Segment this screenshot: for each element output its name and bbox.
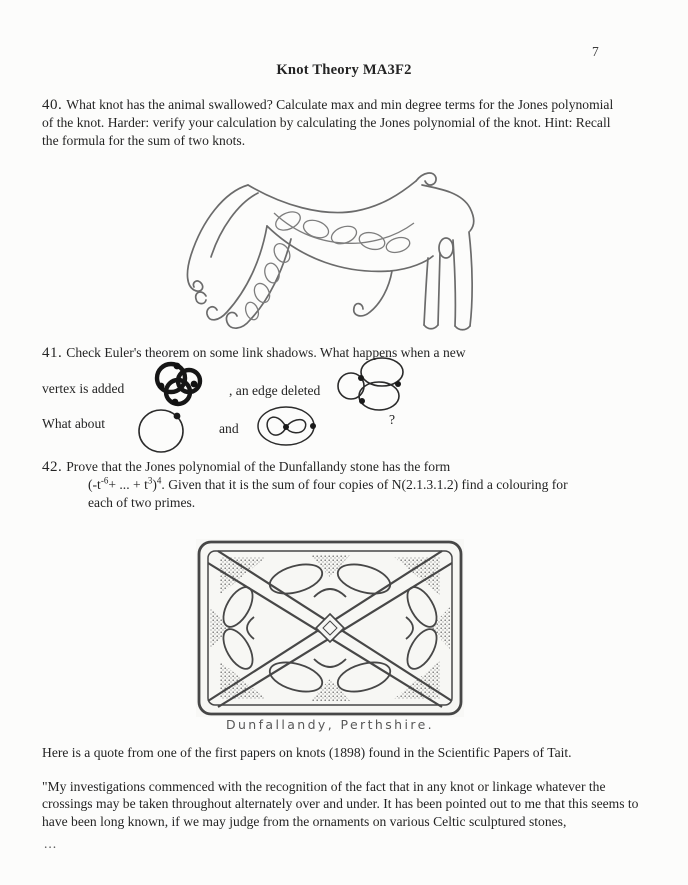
q41-vertex-added-label: vertex is added	[42, 381, 125, 396]
question-42-line1	[42, 458, 642, 476]
q41-edge-deleted-label: , an edge deleted	[229, 383, 321, 398]
edge-deleted-shadow-diagram	[335, 356, 415, 414]
jones-polynomial-formula: ($-t^{-6}+$ ... + $t^3)^4$	[88, 475, 162, 492]
q41-and-label: and	[219, 421, 239, 436]
nested-loops-diagram	[256, 403, 320, 450]
q42-number: 42.	[42, 459, 63, 475]
q41-intro-text: Check Euler's theorem on some link shadows. What happens when a new	[66, 345, 466, 360]
quote-ellipsis: ...	[44, 836, 58, 851]
q40-number: 40.	[42, 97, 63, 113]
celtic-animal-figure	[170, 161, 490, 337]
celtic-animal-drawing	[170, 161, 490, 337]
q41-what-about-label: What about	[42, 416, 106, 431]
question-40	[42, 96, 626, 149]
dunfallandy-stone-drawing	[196, 539, 464, 717]
circle-vertex-diagram	[135, 404, 189, 456]
q42-line3: each of two primes.	[88, 495, 196, 510]
page-title: Knot Theory MA3F2	[276, 62, 412, 78]
q42-formula-line	[88, 476, 636, 493]
quote-body: "My investigations commenced with the recognition of the fact that in any knot or linkage whatever the crossings may be taken throughout alternately over and under. It has been pointed out to me that this seems to have been long known, if we may judge from the ornaments on various Celtic sculptured stones,	[42, 779, 639, 829]
page-number: 7	[592, 44, 599, 59]
q41-number: 41.	[42, 345, 63, 361]
dunfallandy-stone-figure	[196, 539, 464, 717]
quote-intro: Here is a quote from one of the first papers on knots (1898) found in the Scientific Papers of Tait.	[42, 745, 572, 760]
q42-line1-text: Prove that the Jones polynomial of the Dunfallandy stone has the form	[66, 459, 451, 474]
stone-caption: Dunfallandy, Perthshire.	[225, 717, 435, 732]
q40-text: What knot has the animal swallowed? Calculate max and min degree terms for the Jones polynomial of the knot. Harder: verify your calculation by calculating the Jones polynomial of the knot. Hint: Recall the formula for the sum of two knots.	[42, 97, 614, 148]
q42-formula-rest: . Given that it is the sum of four copies of N(2.1.3.1.2) find a colouring for	[161, 477, 568, 492]
q41-question-mark: ?	[389, 412, 396, 427]
